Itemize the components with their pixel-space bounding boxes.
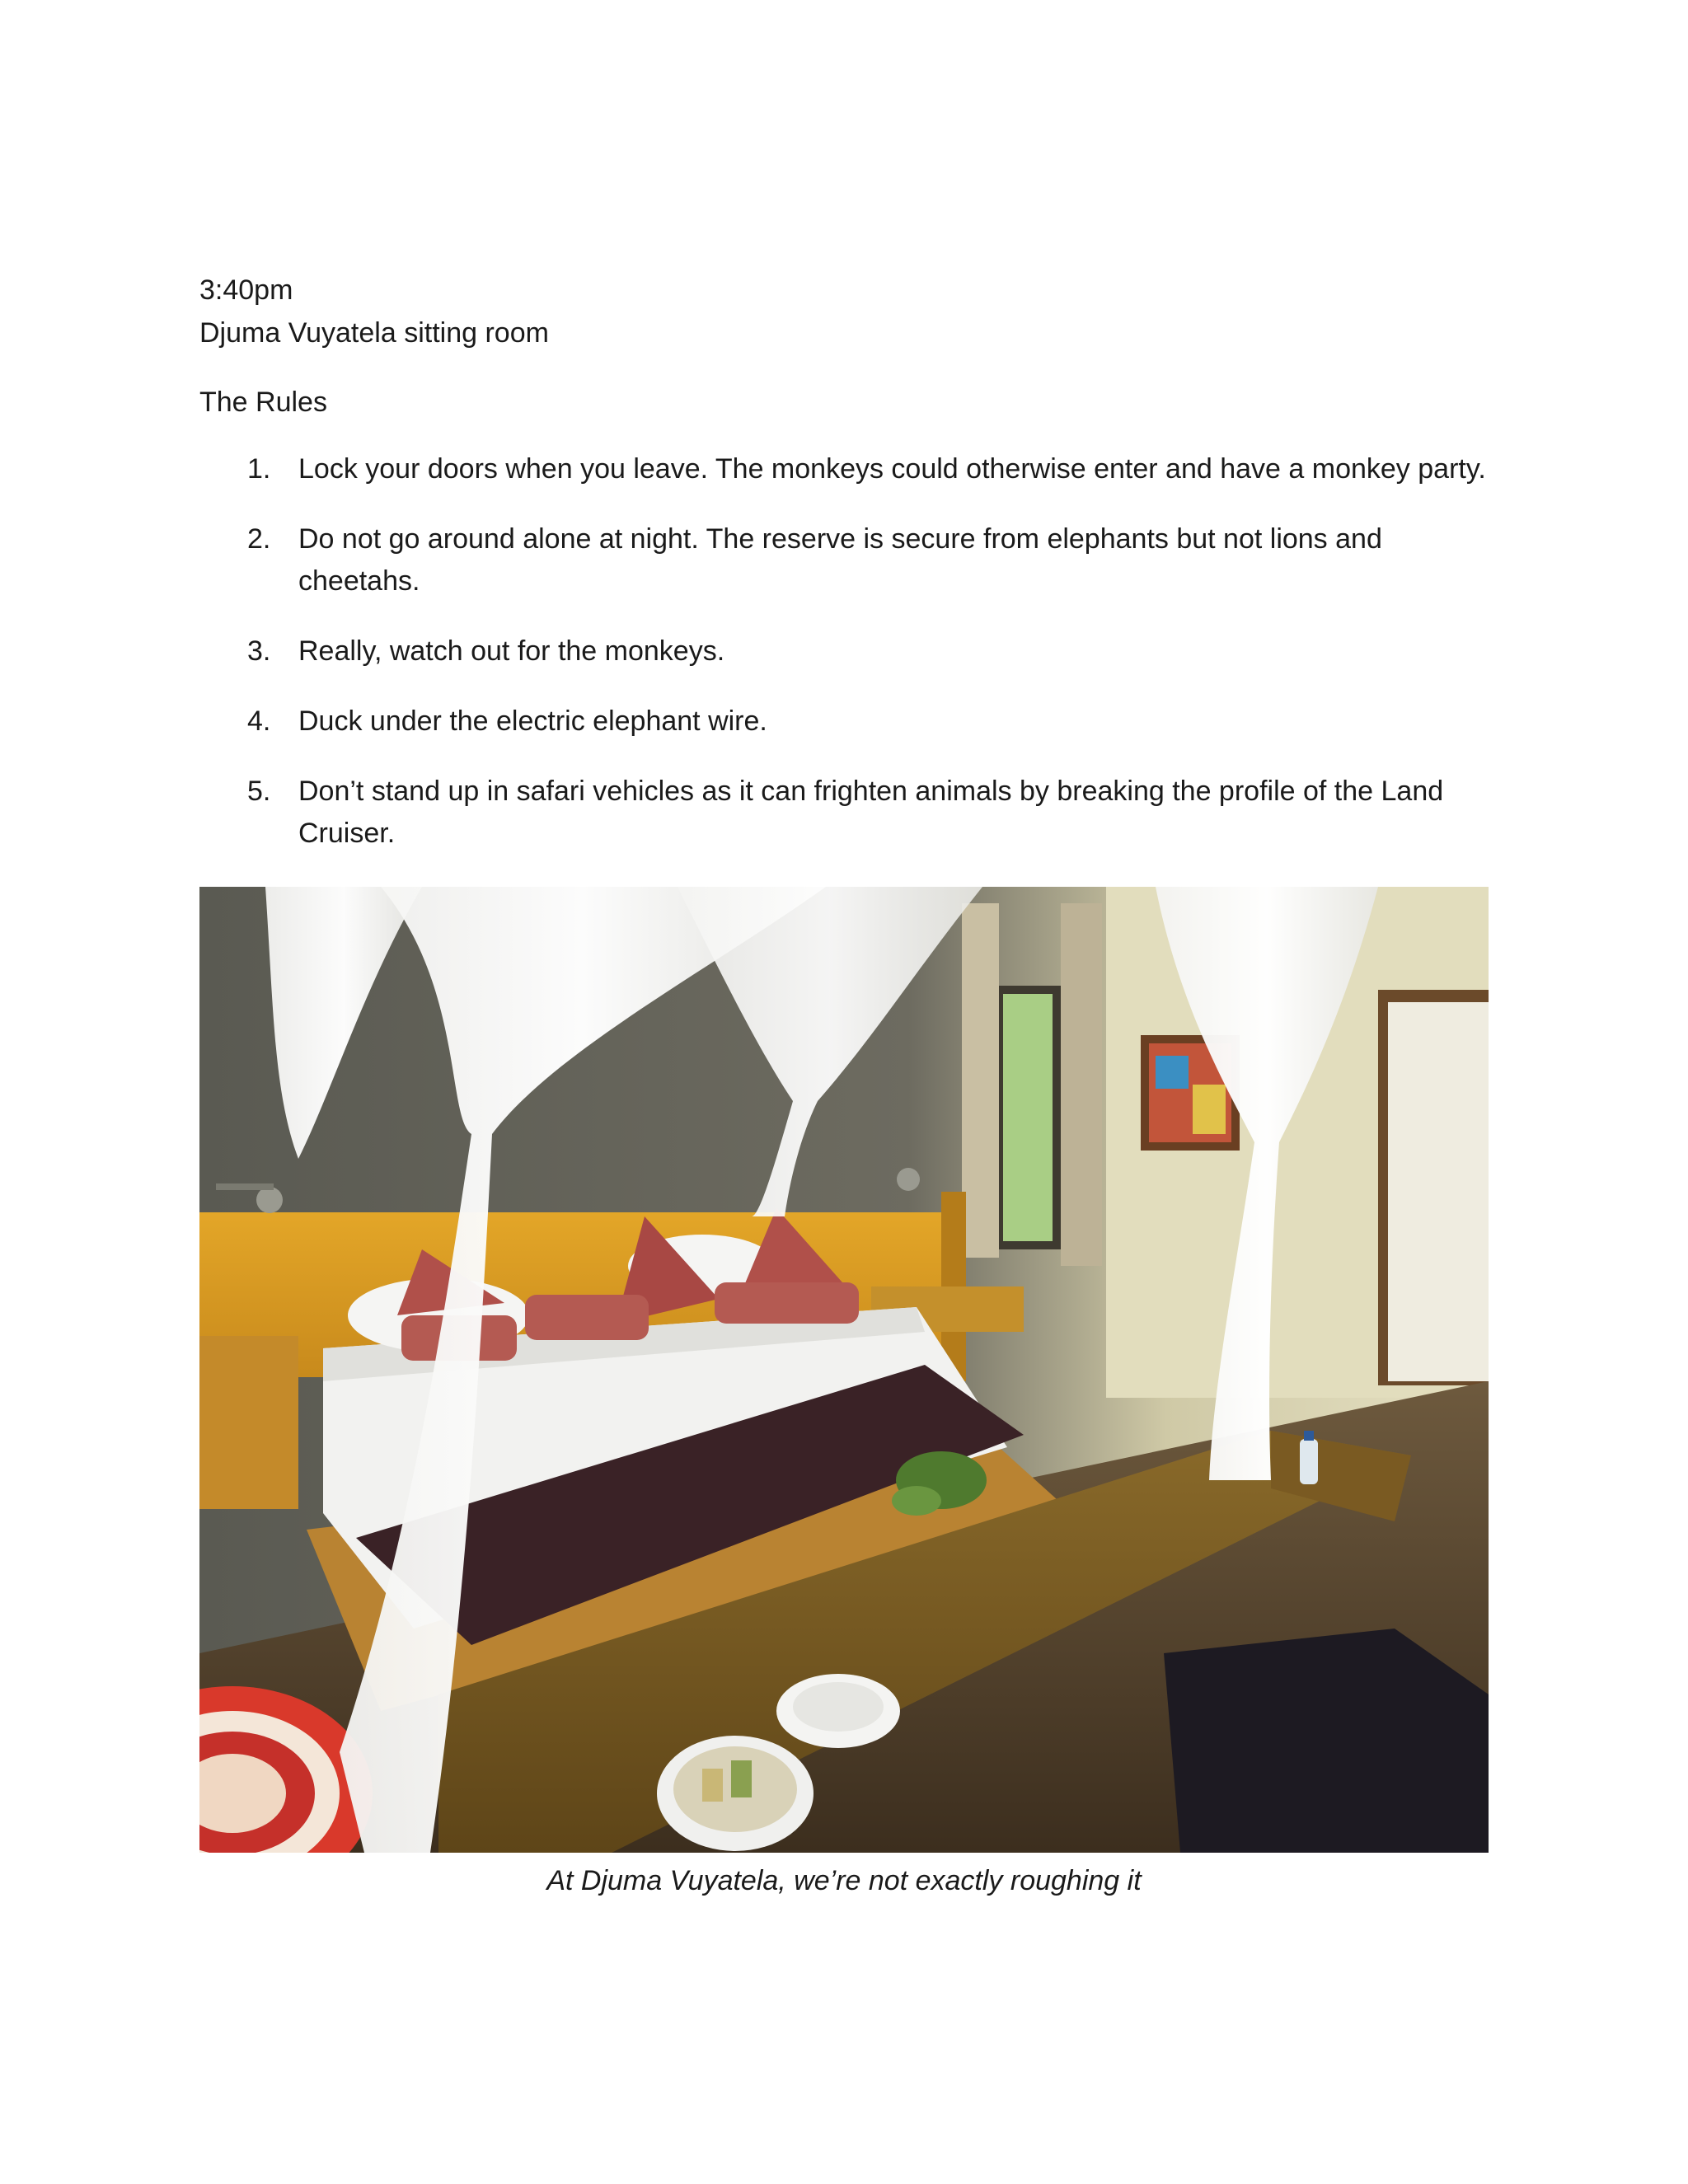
rule-number: 1. <box>247 453 271 485</box>
rules-heading: The Rules <box>199 387 327 418</box>
document-body <box>199 269 1489 883</box>
rule-item <box>199 771 1489 855</box>
time-stamp: 3:40pm <box>199 274 293 306</box>
rule-number: 5. <box>247 776 271 807</box>
rule-text: Do not go around alone at night. The reserve is secure from elephants but not lions and cheetahs. <box>298 523 1382 597</box>
rule-number: 3. <box>247 635 271 667</box>
rule-item <box>199 701 1489 743</box>
bedroom-photo <box>199 887 1489 1853</box>
bedroom-illustration <box>199 887 1489 1853</box>
rule-text: Don’t stand up in safari vehicles as it can frighten animals by breaking the profile of the Land Cruiser. <box>298 776 1444 849</box>
rule-item <box>199 448 1489 490</box>
rule-item <box>199 518 1489 602</box>
rule-text: Duck under the electric elephant wire. <box>298 705 767 737</box>
location-line: Djuma Vuyatela sitting room <box>199 317 549 349</box>
rule-number: 2. <box>247 523 271 555</box>
rule-text: Really, watch out for the monkeys. <box>298 635 725 667</box>
rules-list <box>199 448 1489 855</box>
rule-number: 4. <box>247 705 271 737</box>
rule-text: Lock your doors when you leave. The monkeys could otherwise enter and have a monkey party. <box>298 453 1486 485</box>
rule-item <box>199 630 1489 673</box>
photo-caption: At Djuma Vuyatela, we’re not exactly roughing it <box>546 1865 1142 1896</box>
